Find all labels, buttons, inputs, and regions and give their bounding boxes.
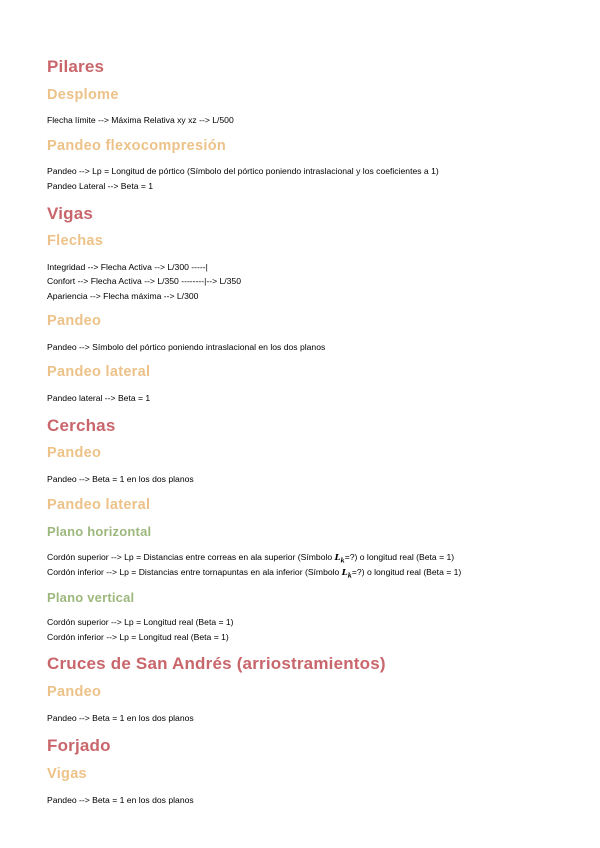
- text-cerchas-pandeo-1: Pandeo --> Beta = 1 en los dos planos: [47, 474, 194, 484]
- heading-flechas: Flechas: [47, 233, 104, 249]
- heading-cerchas: Cerchas: [47, 416, 116, 435]
- heading-cerchas-pandeo-lateral: Pandeo lateral: [47, 497, 151, 513]
- text-vigas-pandeo-1: Pandeo --> Símbolo del pórtico poniendo intraslacional en los dos planos: [47, 342, 326, 352]
- heading-vigas-pandeo: Pandeo: [47, 313, 102, 329]
- text-pandeo-flexo-2: Pandeo Lateral --> Beta = 1: [47, 181, 154, 191]
- lk-symbol: $L_k$: [334, 553, 345, 565]
- text-plano-horizontal-2: Cordón inferior --> Lp = Distancias entre tornapuntas en ala inferior (Símbolo $L_k=$?) o longitud real (Beta = 1): [47, 567, 462, 580]
- text-pandeo-flexo-1: Pandeo --> Lp = Longitud de pórtico (Símbolo del pórtico poniendo intraslacional y los coeficientes a 1): [47, 166, 439, 176]
- text-plano-vertical-1: Cordón superior --> Lp = Longitud real (Beta = 1): [47, 617, 234, 627]
- text-desplome-1: Flecha límite --> Máxima Relativa xy xz --> L/500: [47, 115, 234, 125]
- text-cruces-pandeo-1: Pandeo --> Beta = 1 en los dos planos: [47, 713, 194, 723]
- heading-cruces-san-andres: Cruces de San Andrés (arriostramientos): [47, 654, 386, 673]
- text-forjado-vigas-1: Pandeo --> Beta = 1 en los dos planos: [47, 795, 194, 805]
- heading-desplome: Desplome: [47, 87, 119, 103]
- text-flechas-1: Integridad --> Flecha Activa --> L/300 -----|: [47, 262, 208, 272]
- heading-vigas: Vigas: [47, 204, 94, 223]
- heading-forjado: Forjado: [47, 736, 111, 755]
- heading-plano-vertical: Plano vertical: [47, 590, 135, 605]
- text-vigas-pandeo-lateral-1: Pandeo lateral --> Beta = 1: [47, 393, 151, 403]
- heading-vigas-pandeo-lateral: Pandeo lateral: [47, 364, 151, 380]
- heading-cerchas-pandeo: Pandeo: [47, 445, 102, 461]
- text-plano-vertical-2: Cordón inferior --> Lp = Longitud real (Beta = 1): [47, 632, 229, 642]
- heading-forjado-vigas: Vigas: [47, 766, 87, 782]
- heading-pilares: Pilares: [47, 57, 105, 76]
- text-flechas-2: Confort --> Flecha Activa --> L/350 --------|--> L/350: [47, 276, 241, 286]
- heading-plano-horizontal: Plano horizontal: [47, 524, 152, 539]
- text-flechas-3: Apariencia --> Flecha máxima --> L/300: [47, 291, 199, 301]
- text-plano-horizontal-1: Cordón superior --> Lp = Distancias entre correas en ala superior (Símbolo $L_k=$?) o longitud real (Beta = 1): [47, 552, 455, 565]
- heading-cruces-pandeo: Pandeo: [47, 684, 102, 700]
- heading-pandeo-flexocompresion: Pandeo flexocompresión: [47, 138, 227, 154]
- lk-symbol: $L_k$: [341, 568, 352, 580]
